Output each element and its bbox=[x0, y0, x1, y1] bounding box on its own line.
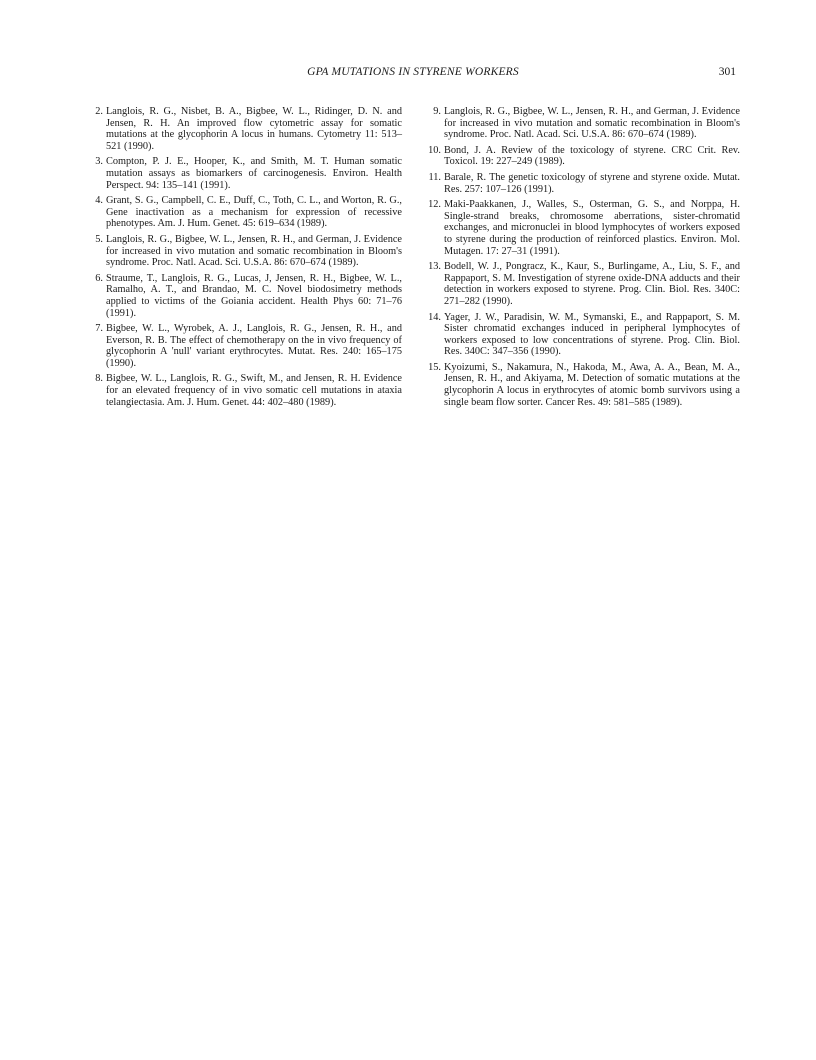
reference-text: Langlois, R. G., Bigbee, W. L., Jensen, R. H., and German, J. Evidence for increased in vivo mutation and somatic recombination in Bloom's syndrome. Proc. Natl. Acad. Sci. U.S.A. 86: 670–674 (1989). bbox=[106, 233, 402, 269]
reference-number: 7. bbox=[95, 323, 103, 335]
reference-text: Bond, J. A. Review of the toxicology of styrene. CRC Crit. Rev. Toxicol. 19: 227–249 (1989). bbox=[444, 144, 740, 168]
reference-item bbox=[88, 106, 402, 152]
reference-text: Straume, T., Langlois, R. G., Lucas, J, Jensen, R. H., Bigbee, W. L., Ramalho, A. T., and Brandao, M. C. Novel biodosimetry methods applied to victims of the Goiania accident. Health Phys 60: 71–76 (1991). bbox=[106, 272, 402, 319]
running-head bbox=[90, 66, 736, 82]
reference-number: 14. bbox=[428, 311, 441, 323]
reference-text: Bigbee, W. L., Wyrobek, A. J., Langlois, R. G., Jensen, R. H., and Everson, R. B. The effect of chemotherapy on the in vivo frequency of glycophorin A 'null' variant erythrocytes. Mutat. Res. 240: 165–175 (1990). bbox=[106, 323, 402, 369]
reference-number: 6. bbox=[95, 272, 103, 284]
references-left-column bbox=[88, 106, 402, 412]
reference-item bbox=[88, 156, 402, 191]
reference-item bbox=[426, 312, 740, 358]
reference-number: 12. bbox=[428, 199, 441, 211]
reference-text: Langlois, R. G., Bigbee, W. L., Jensen, R. H., and German, J. Evidence for increased in vivo mutation and somatic recombination in Bloom's syndrome. Proc. Natl. Acad. Sci. U.S.A. 86: 670–674 (1989). bbox=[444, 106, 740, 141]
reference-number: 3. bbox=[95, 156, 103, 168]
reference-item bbox=[88, 195, 402, 230]
reference-text: Yager, J. W., Paradisin, W. M., Symanski, E., and Rappaport, S. M. Sister chromatid exchanges induced in peripheral lymphocytes of workers exposed to low concentrations of styrene. Prog. Clin. Biol. Res. 340C: 347–356 (1990). bbox=[444, 311, 740, 358]
reference-number: 15. bbox=[428, 361, 441, 373]
reference-text: Barale, R. The genetic toxicology of styrene and styrene oxide. Mutat. Res. 257: 107–126 (1991). bbox=[444, 171, 740, 195]
reference-text: Bodell, W. J., Pongracz, K., Kaur, S., Burlingame, A., Liu, S. F., and Rappaport, S. M. Investigation of styrene oxide-DNA adducts and their detection in workers exposed to styrene. Prog. Clin. Biol. Res. 340C: 271–282 (1990). bbox=[444, 261, 740, 307]
reference-text: Maki-Paakkanen, J., Walles, S., Osterman, G. S., and Norppa, H. Single-strand breaks, chromosome aberrations, sister-chromatid exchanges, and micronuclei in blood lymphocytes of workers exposed to styrene during the production of reinforced plastics. Environ. Mol. Mutagen. 17: 27–31 (1991). bbox=[444, 199, 740, 257]
reference-text: Grant, S. G., Campbell, C. E., Duff, C., Toth, C. L., and Worton, R. G., Gene inactivation as a mechanism for expression of recessive phenotypes. Am. J. Hum. Genet. 45: 619–634 (1989). bbox=[106, 195, 402, 230]
running-title: GPA MUTATIONS IN STYRENE WORKERS bbox=[307, 66, 519, 78]
reference-item bbox=[426, 362, 740, 408]
reference-text: Compton, P. J. E., Hooper, K., and Smith, M. T. Human somatic mutation assays as biomarkers of carcinogenesis. Environ. Health Perspect. 94: 135–141 (1991). bbox=[106, 156, 402, 191]
page-number: 301 bbox=[718, 66, 736, 78]
reference-item bbox=[426, 261, 740, 307]
references-right-column bbox=[426, 106, 740, 412]
reference-number: 4. bbox=[95, 195, 103, 207]
reference-item bbox=[88, 234, 402, 269]
reference-number: 2. bbox=[95, 106, 103, 117]
reference-number: 8. bbox=[95, 373, 103, 385]
reference-text: Langlois, R. G., Nisbet, B. A., Bigbee, W. L., Ridinger, D. N. and Jensen, R. H. An improved flow cytometric assay for somatic mutations at the glycophorin A locus in humans. Cytometry 11: 513–521 (1990). bbox=[106, 106, 402, 152]
reference-item bbox=[88, 273, 402, 319]
reference-number: 9. bbox=[433, 106, 441, 117]
reference-number: 10. bbox=[428, 144, 441, 156]
reference-number: 5. bbox=[95, 233, 103, 245]
reference-item bbox=[426, 145, 740, 168]
reference-item bbox=[88, 373, 402, 408]
reference-item bbox=[426, 106, 740, 141]
reference-number: 11. bbox=[428, 171, 441, 183]
reference-item bbox=[88, 323, 402, 369]
reference-text: Bigbee, W. L., Langlois, R. G., Swift, M., and Jensen, R. H. Evidence for an elevated frequency of in vivo somatic cell mutations in ataxia telangiectasia. Am. J. Hum. Genet. 44: 402–480 (1989). bbox=[106, 373, 402, 408]
reference-number: 13. bbox=[428, 261, 441, 273]
reference-text: Kyoizumi, S., Nakamura, N., Hakoda, M., Awa, A. A., Bean, M. A., Jensen, R. H., and Akiyama, M. Detection of somatic mutations at the glycophorin A locus in erythrocytes of atomic bomb survivors using a single beam flow sorter. Cancer Res. 49: 581–585 (1989). bbox=[444, 361, 740, 408]
reference-item bbox=[426, 199, 740, 257]
reference-item bbox=[426, 172, 740, 195]
